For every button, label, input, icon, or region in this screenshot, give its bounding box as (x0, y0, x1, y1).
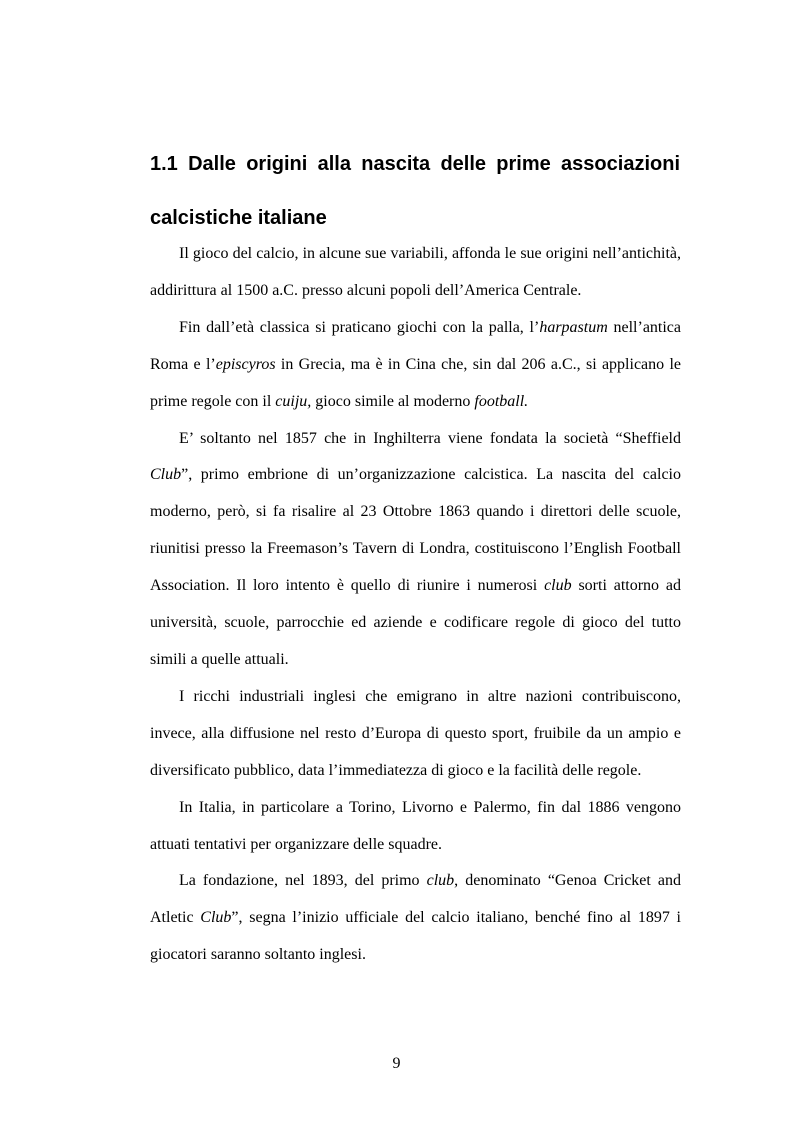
text-segment: sorti attorno ad università, scuole, parrocchie ed aziende e codificare regole di gioco del tutto simili a quelle attuali. (150, 577, 681, 668)
text-segment: , denominato “Genoa Cricket and Atletic (150, 872, 682, 927)
section-title-part-1: Dalle origini alla nascita delle prime associazioni (188, 153, 680, 175)
page-number: 9 (392, 1055, 401, 1072)
text-segment: Fin dall’età classica si praticano giochi con la palla, l’ (179, 318, 540, 336)
section-title-part-2: calcistiche italiane (150, 207, 327, 229)
text-segment: gioco simile al moderno (311, 392, 475, 410)
text-segment: E’ soltanto nel 1857 che in Inghilterra viene fondata la società “Sheffield (179, 429, 681, 447)
text-segment: ”, primo embrione di un’organizzazione calcistica. La nascita del calcio moderno, però, si fa risalire al 23 Ottobre 1863 quando i direttori delle scuole, riunitisi presso la Freemason’s Tavern di Londra, costituiscono l’English Football Association. Il loro intento è quello di riunire i numerosi (150, 466, 681, 595)
italic-term: club (426, 872, 455, 890)
italic-term: cuiju, (275, 392, 312, 410)
text-segment: in Grecia, ma è in Cina che, sin dal 206 a.C., si applicano le prime regole con il (150, 355, 682, 410)
body-text (150, 236, 681, 974)
section-number: 1.1 (150, 153, 178, 175)
paragraph (150, 679, 681, 790)
paragraph (150, 421, 681, 679)
section-heading (150, 137, 680, 245)
italic-term: Club (200, 909, 232, 927)
section-heading-line-1 (150, 137, 680, 191)
paragraph (150, 310, 681, 421)
text-segment: nell’antica Roma e l’ (150, 318, 682, 373)
paragraph (150, 790, 681, 864)
text-segment: La fondazione, nel 1893, del primo (179, 872, 427, 890)
italic-term: Club (150, 466, 182, 484)
paragraph (150, 236, 681, 310)
italic-term: club (544, 577, 572, 595)
italic-term: harpastum (539, 318, 608, 336)
text-segment: ”, segna l’inizio ufficiale del calcio italiano, benché fino al 1897 i giocatori saranno soltanto inglesi. (150, 909, 682, 964)
text-segment: In Italia, in particolare a Torino, Livorno e Palermo, fin dal 1886 vengono attuati tentativi per organizzare delle squadre. (150, 798, 681, 853)
italic-term: episcyros (215, 355, 276, 373)
italic-term: football. (474, 392, 529, 410)
paragraph (150, 863, 681, 974)
text-segment: I ricchi industriali inglesi che emigrano in altre nazioni contribuiscono, invece, alla diffusione nel resto d’Europa di questo sport, fruibile da un ampio e diversificato pubblico, data l’immediatezza di gioco e la facilità delle regole. (150, 687, 681, 779)
text-segment: Il gioco del calcio, in alcune sue variabili, affonda le sue origini nell’antichità, addirittura al 1500 a.C. presso alcuni popoli dell’America Centrale. (150, 245, 681, 299)
